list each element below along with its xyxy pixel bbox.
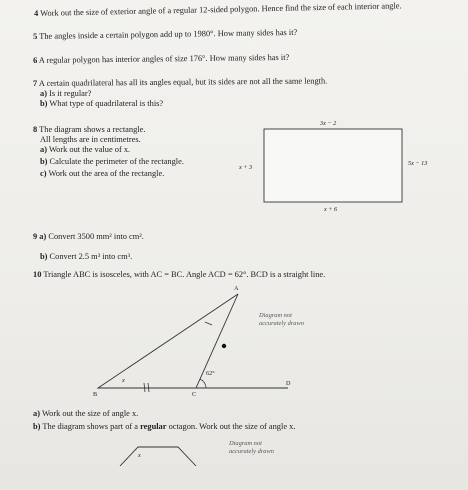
triangle-note-1: Diagram not (259, 312, 292, 319)
equal-tick-bc-2 (148, 383, 149, 392)
question-text: The angles inside a certain polygon add up to 1980°. How many sides has it? (39, 27, 298, 41)
part-text: Is it regular? (49, 89, 92, 98)
part-text: Work out the size of angle x. (41, 409, 139, 418)
question-10a (33, 409, 138, 419)
triangle-note-2: accurately drawn (259, 320, 304, 327)
rect-label-left: x + 3 (239, 164, 253, 171)
question-10b (33, 422, 295, 432)
part-text: What type of quadrilateral is this? (49, 99, 164, 108)
part-text: Convert 2.5 m³ into cm³. (49, 252, 133, 261)
question-text: A certain quadrilateral has all its angles equal, but its sides are not all the same length. (38, 76, 328, 88)
question-9a (33, 232, 144, 242)
question-number: 5 (33, 31, 38, 41)
question-text: Triangle ABC is isosceles, with AC = BC. Angle ACD = 62°. BCD is a straight line. (43, 270, 326, 279)
question-text: A regular polygon has interior angles of size 176°. How many sides has it? (38, 52, 290, 65)
octagon-note-1: Diagram not (229, 440, 262, 447)
vertex-b: B (93, 391, 98, 398)
part-text: Convert 3500 mm² into cm². (48, 232, 144, 241)
octagon-part (120, 447, 196, 466)
angle-label: 62° (206, 370, 215, 377)
octagon-note-2: accurately drawn (229, 448, 274, 455)
part-label: a) (40, 89, 47, 98)
vertex-a: A (234, 285, 239, 292)
angle-arc-acd (200, 379, 206, 388)
rectangle-shape (264, 129, 402, 202)
part-label: c) (40, 169, 47, 178)
question-number: 6 (33, 55, 38, 65)
question-text: Work out the size of exterior angle of a regular 12-sided polygon. Hence find the size of each interior angle. (40, 1, 402, 18)
part-label: b) (33, 422, 41, 431)
rect-label-bottom: x + 6 (324, 206, 338, 213)
part-text: Work out the value of x. (48, 145, 131, 154)
part-text-pre: The diagram shows part of a (42, 422, 141, 431)
part-label: a) (39, 232, 47, 241)
question-text: The diagram shows a rectangle. (39, 125, 146, 134)
part-label: b) (40, 99, 48, 108)
question-8-note: All lengths are in centimetres. (40, 135, 141, 144)
triangle-sides (98, 294, 291, 388)
part-text: Calculate the perimeter of the rectangle. (49, 157, 184, 166)
equal-tick-ac (205, 322, 212, 325)
octagon-x-label: x (138, 452, 141, 459)
part-text-bold: regular (140, 422, 167, 431)
question-number: 4 (34, 8, 39, 18)
part-text-post: octagon. Work out the size of angle x. (166, 422, 296, 431)
dot-mark (222, 344, 226, 348)
part-text: Work out the area of the rectangle. (48, 169, 165, 178)
question-number: 9 (33, 232, 38, 241)
part-label: a) (40, 145, 47, 154)
vertex-d: D (286, 380, 291, 387)
rect-label-right: 5x − 13 (408, 160, 428, 167)
question-number: 7 (33, 78, 38, 88)
question-number: 10 (33, 270, 42, 279)
part-label: a) (33, 409, 40, 418)
question-10 (33, 270, 325, 280)
vertex-c: C (192, 391, 197, 398)
question-9b (40, 252, 132, 262)
question-number: 8 (33, 125, 38, 134)
equal-tick-bc-1 (144, 383, 145, 392)
part-label: b) (40, 157, 48, 166)
angle-x-label: x (122, 377, 125, 384)
part-label: b) (40, 252, 48, 261)
rect-label-top: 3x − 2 (320, 120, 337, 127)
